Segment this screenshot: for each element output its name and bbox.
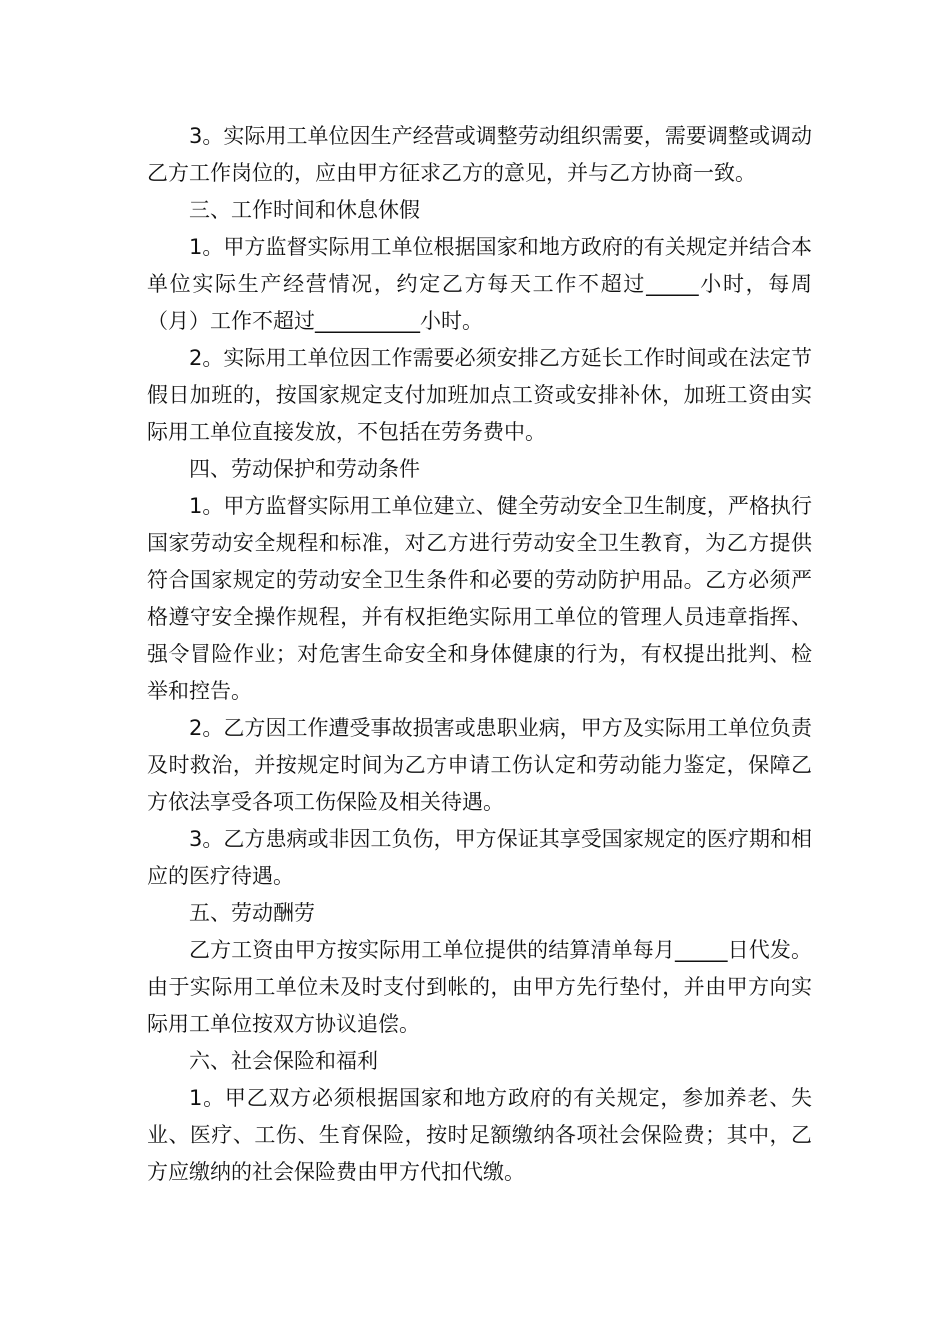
section-5-heading: 五、劳动酬劳 xyxy=(189,901,315,925)
clause-2-3: 3。实际用工单位因生产经营或调整劳动组织需要，需要调整或调动乙方工作岗位的，应由甲方征求乙方的意见，并与乙方协商一致。 xyxy=(147,124,812,185)
clause-3-2: 2。实际用工单位因工作需要必须安排乙方延长工作时间或在法定节假日加班的，按国家规定支付加班加点工资或安排补休，加班工资由实际用工单位直接发放，不包括在劳务费中。 xyxy=(147,346,812,444)
section-6-heading: 六、社会保险和福利 xyxy=(189,1049,378,1073)
clause-4-2: 2。乙方因工作遭受事故损害或患职业病，甲方及实际用工单位负责及时救治，并按规定时间为乙方申请工伤认定和劳动能力鉴定，保障乙方依法享受各项工伤保险及相关待遇。 xyxy=(147,716,812,814)
section-4-heading: 四、劳动保护和劳动条件 xyxy=(189,457,420,481)
clause-3-1: 1。甲方监督实际用工单位根据国家和地方政府的有关规定并结合本单位实际生产经营情况，约定乙方每天工作不超过_____小时，每周（月）工作不超过__________小时。 xyxy=(147,235,812,333)
document-body xyxy=(147,118,812,1191)
clause-4-3: 3。乙方患病或非因工负伤，甲方保证其享受国家规定的医疗期和相应的医疗待遇。 xyxy=(147,827,812,888)
clause-5-1: 乙方工资由甲方按实际用工单位提供的结算清单每月_____日代发。由于实际用工单位未及时支付到帐的，由甲方先行垫付，并由甲方向实际用工单位按双方协议追偿。 xyxy=(147,938,812,1036)
clause-6-1: 1。甲乙双方必须根据国家和地方政府的有关规定，参加养老、失业、医疗、工伤、生育保险，按时足额缴纳各项社会保险费；其中，乙方应缴纳的社会保险费由甲方代扣代缴。 xyxy=(147,1086,812,1184)
section-3-heading: 三、工作时间和休息休假 xyxy=(189,198,420,222)
clause-4-1: 1。甲方监督实际用工单位建立、健全劳动安全卫生制度，严格执行国家劳动安全规程和标准，对乙方进行劳动安全卫生教育，为乙方提供符合国家规定的劳动安全卫生条件和必要的劳动防护用品。乙方必须严格遵守安全操作规程，并有权拒绝实际用工单位的管理人员违章指挥、强令冒险作业；对危害生命安全和身体健康的行为，有权提出批判、检举和控告。 xyxy=(147,494,812,703)
